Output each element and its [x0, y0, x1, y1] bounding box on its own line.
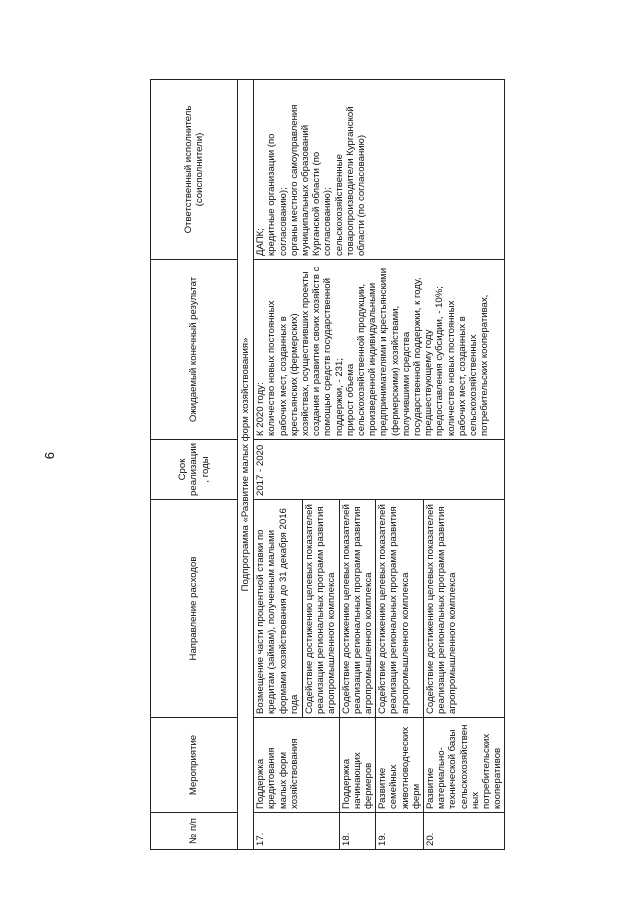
header-event: Мероприятие	[151, 718, 238, 813]
page-number: 9	[42, 452, 57, 460]
row-direction: Содействие достижению целевых показателей реализации региональных программ развития агропромышленного комплекса	[376, 500, 424, 718]
result-line: прирост объема сельскохозяйственной продукции, произведенной индивидуальными предпринимателями и крестьянскими (фермерскими) хозяйствами, получившими средства государственной поддержки, к году, предшествующему году предоставления субсидии, - 10%;	[344, 267, 446, 436]
term-cell: 2017 - 2020	[254, 440, 505, 500]
executor-line: сельскохозяйственные товаропроизводители Курганской области (по согласованию)	[333, 106, 368, 256]
header-term: Срок реализации, годы	[151, 440, 238, 500]
direction-line: Содействие достижению целевых показателей реализации региональных программ развития агропромышленного комплекса	[302, 500, 338, 717]
table-row	[254, 80, 339, 850]
header-executor: Ответственный исполнитель (соисполнители)	[151, 80, 238, 260]
row-direction: Содействие достижению целевых показателей реализации региональных программ развития агропромышленного комплекса	[339, 500, 376, 718]
executor-cell	[254, 80, 505, 260]
result-line: количество новых постоянных рабочих мест, созданных в крестьянских (фермерских) хозяйствах, осуществивших проекты создания и развития своих хозяйств с помощью средств государственной поддержки, - 231;	[266, 266, 345, 436]
result-line: К 2020 году:	[255, 382, 267, 436]
header-row	[151, 80, 238, 850]
rotated-page	[150, 80, 505, 850]
header-direction: Направление расходов	[151, 500, 238, 718]
executor-line: ДАПК;	[255, 228, 267, 256]
row-event: Поддержка начинающих фермеров	[339, 718, 376, 813]
executor-line: кредитные организации (по согласованию);	[266, 133, 289, 256]
row-event: Поддержка кредитования малых форм хозяйствования	[254, 718, 339, 813]
result-cell	[254, 260, 505, 440]
header-num: № п/п	[151, 813, 238, 850]
row-direction	[254, 500, 339, 718]
row-event: Развитие семейных животноводческих ферм	[376, 718, 424, 813]
row-num: 20.	[424, 813, 505, 850]
row-direction: Содействие достижению целевых показателей реализации региональных программ развития агропромышленного комплекса	[424, 500, 505, 718]
row-num: 19.	[376, 813, 424, 850]
subprogram-title: Подпрограмма «Развитие малых форм хозяйствования»	[238, 80, 254, 850]
subprogram-row	[238, 80, 254, 850]
row-num: 17.	[254, 813, 339, 850]
row-event: Развитие материально-технической базы сельскохозяйственных потребительских кооперативов	[424, 718, 505, 813]
direction-line: Возмещение части процентной ставки по кредитам (займам), полученным малыми формами хозяйствования до 31 декабря 2016 года	[255, 508, 300, 714]
result-line: количество новых постоянных рабочих мест, созданных в сельскохозяйственных потребительских кооперативах,	[445, 294, 491, 436]
header-result: Ожидаемый конечный результат	[151, 260, 238, 440]
executor-line: органы местного самоуправления муниципальных образований Курганской области (по согласованию);	[288, 104, 334, 256]
row-num: 18.	[339, 813, 376, 850]
measures-table	[150, 79, 505, 850]
